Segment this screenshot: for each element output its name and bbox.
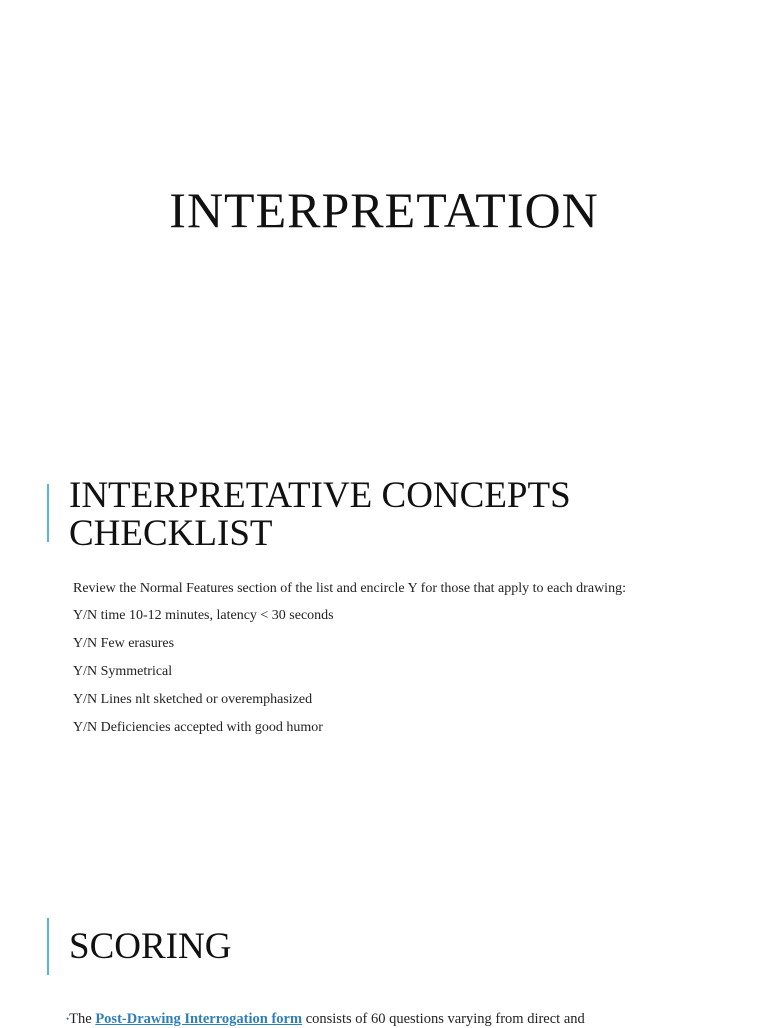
checklist-item: Y/N time 10-12 minutes, latency < 30 seconds bbox=[73, 608, 334, 623]
section-heading-scoring: SCORING bbox=[69, 926, 232, 967]
checklist-intro: Review the Normal Features section of the list and encircle Y for those that apply to each drawing: bbox=[73, 581, 626, 596]
checklist-item: Y/N Lines nlt sketched or overemphasized bbox=[73, 692, 313, 707]
heading-line-1: INTERPRETATIVE CONCEPTS bbox=[69, 475, 571, 516]
scoring-text-after: consists of 60 questions varying from direct and bbox=[302, 1011, 585, 1027]
post-drawing-interrogation-link[interactable]: Post-Drawing Interrogation form bbox=[95, 1011, 303, 1027]
slide-title-interpretation: INTERPRETATION bbox=[169, 182, 599, 238]
accent-bar-checklist bbox=[47, 484, 49, 542]
checklist-item: Y/N Deficiencies accepted with good humor bbox=[73, 720, 323, 735]
checklist-body bbox=[73, 580, 673, 747]
section-heading-checklist bbox=[69, 477, 571, 553]
heading-line-2: CHECKLIST bbox=[69, 513, 273, 554]
scoring-paragraph bbox=[66, 1011, 674, 1028]
scoring-text-before: The bbox=[69, 1011, 96, 1027]
bullet-icon: • bbox=[66, 1014, 70, 1024]
checklist-item: Y/N Symmetrical bbox=[73, 664, 173, 679]
accent-bar-scoring bbox=[47, 918, 49, 975]
checklist-item: Y/N Few erasures bbox=[73, 636, 175, 651]
